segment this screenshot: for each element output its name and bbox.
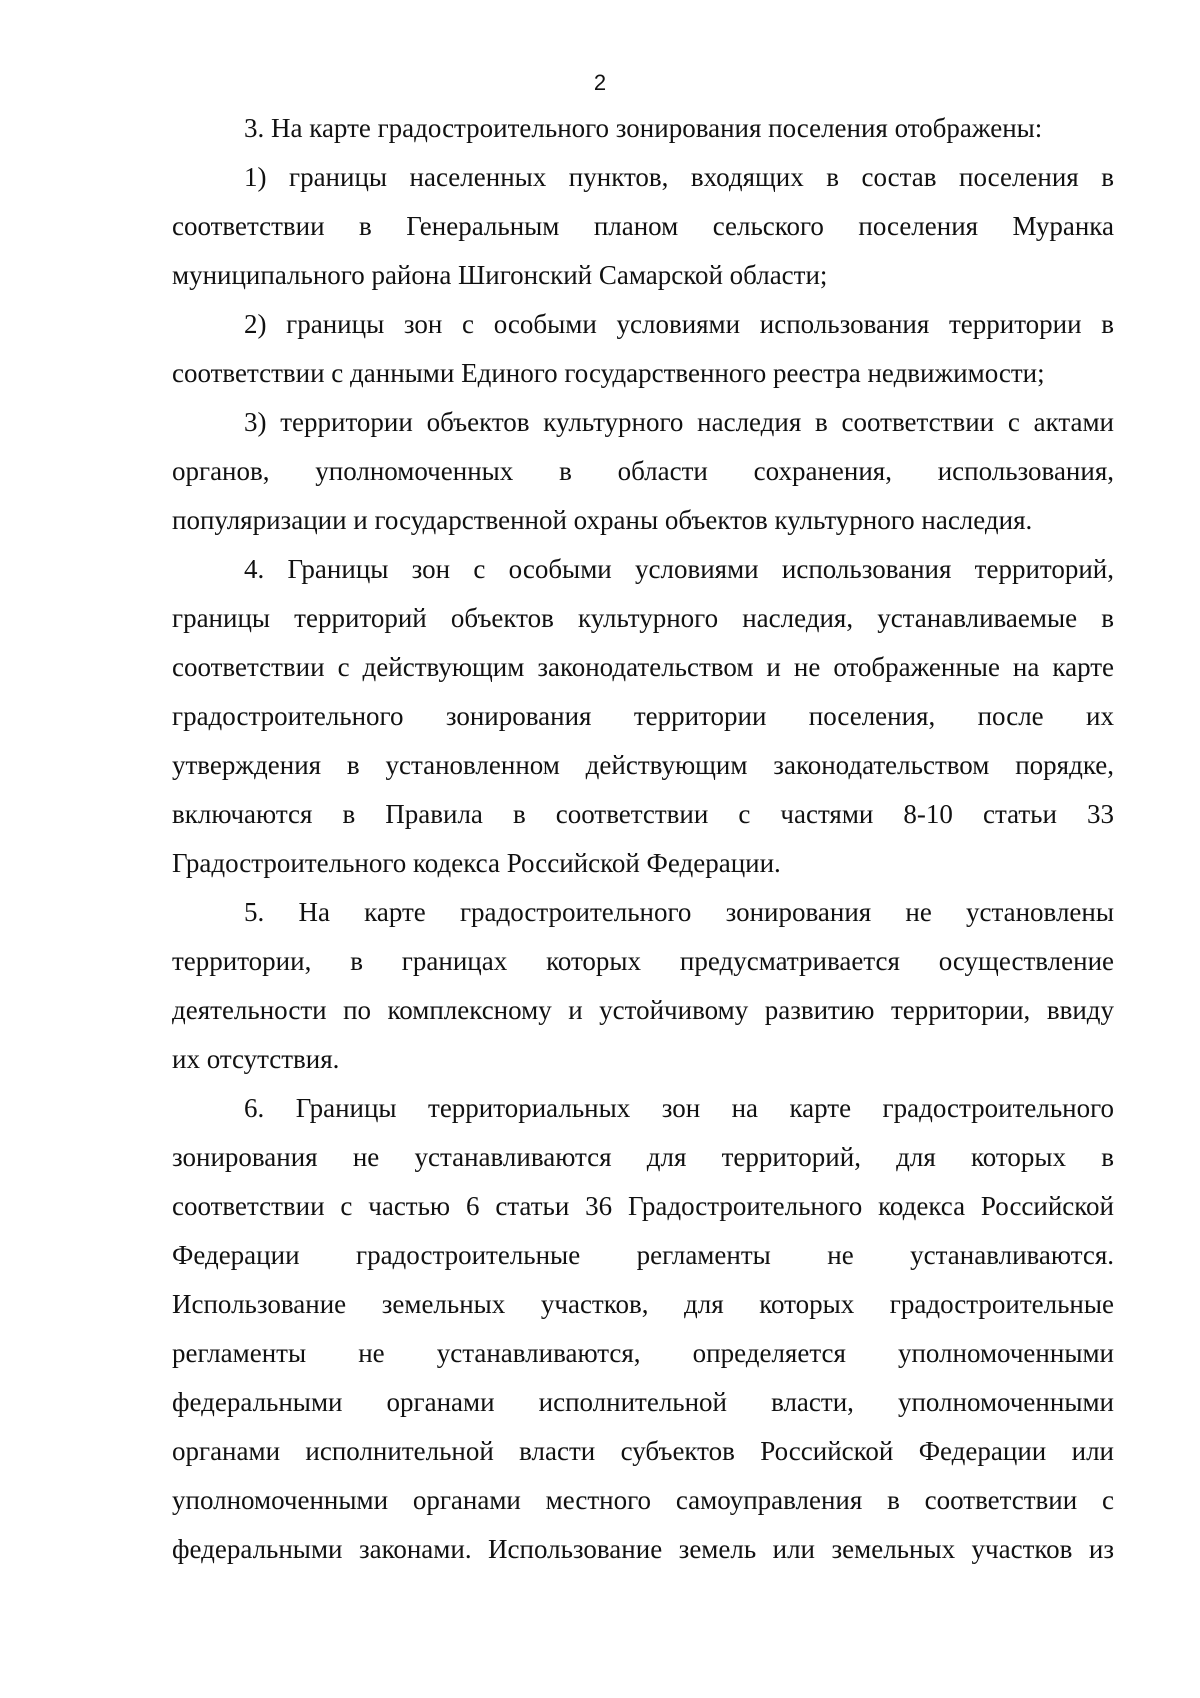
text-line: уполномоченными органами местного самоуправления в соответствии с xyxy=(172,1485,1114,1515)
text-line: Градостроительного кодекса Российской Федерации. xyxy=(172,848,781,878)
text-line: соответствии в Генеральным планом сельского поселения Муранка xyxy=(172,211,1114,241)
text-line: соответствии с частью 6 статьи 36 Градостроительного кодекса Российской xyxy=(172,1191,1114,1221)
text-line: органами исполнительной власти субъектов Российской Федерации или xyxy=(172,1436,1114,1466)
paragraph-item-4 xyxy=(172,545,1114,888)
text-line: федеральными органами исполнительной власти, уполномоченными xyxy=(172,1387,1114,1417)
text-line: 4. Границы зон с особыми условиями использования территорий, xyxy=(244,554,1114,584)
text-line: регламенты не устанавливаются, определяется уполномоченными xyxy=(172,1338,1114,1368)
document-body xyxy=(172,104,1114,1574)
paragraph-subitem-1 xyxy=(172,153,1114,300)
text-line: включаются в Правила в соответствии с частями 8-10 статьи 33 xyxy=(172,799,1114,829)
text-line: 6. Границы территориальных зон на карте градостроительного xyxy=(244,1093,1114,1123)
page-number: 2 xyxy=(593,70,607,95)
paragraph-item-3 xyxy=(172,104,1114,153)
text-line: федеральными законами. Использование земель или земельных участков из xyxy=(172,1534,1114,1564)
text-line: 2) границы зон с особыми условиями использования территории в xyxy=(244,309,1114,339)
text-line: популяризации и государственной охраны объектов культурного наследия. xyxy=(172,505,1033,535)
paragraph-subitem-2 xyxy=(172,300,1114,398)
text-line: Федерации градостроительные регламенты не устанавливаются. xyxy=(172,1240,1114,1270)
text-line: 5. На карте градостроительного зонирования не установлены xyxy=(244,897,1114,927)
text-line: 3. На карте градостроительного зонирования поселения отображены: xyxy=(244,113,1043,143)
text-line: зонирования не устанавливаются для территорий, для которых в xyxy=(172,1142,1114,1172)
text-line: Использование земельных участков, для которых градостроительные xyxy=(172,1289,1114,1319)
paragraph-item-5 xyxy=(172,888,1114,1084)
paragraph-subitem-3 xyxy=(172,398,1114,545)
paragraph-item-6 xyxy=(172,1084,1114,1574)
text-line: градостроительного зонирования территории поселения, после их xyxy=(172,701,1114,731)
text-line: соответствии с действующим законодательством и не отображенные на карте xyxy=(172,652,1114,682)
text-line: границы территорий объектов культурного наследия, устанавливаемые в xyxy=(172,603,1114,633)
text-line: муниципального района Шигонский Самарской области; xyxy=(172,260,828,290)
text-line: 1) границы населенных пунктов, входящих в состав поселения в xyxy=(244,162,1114,192)
text-line: деятельности по комплексному и устойчивому развитию территории, ввиду xyxy=(172,995,1114,1025)
text-line: их отсутствия. xyxy=(172,1044,340,1074)
text-line: 3) территории объектов культурного наследия в соответствии с актами xyxy=(244,407,1114,437)
text-line: соответствии с данными Единого государственного реестра недвижимости; xyxy=(172,358,1045,388)
text-line: территории, в границах которых предусматривается осуществление xyxy=(172,946,1114,976)
text-line: утверждения в установленном действующим законодательством порядке, xyxy=(172,750,1114,780)
text-line: органов, уполномоченных в области сохранения, использования, xyxy=(172,456,1114,486)
